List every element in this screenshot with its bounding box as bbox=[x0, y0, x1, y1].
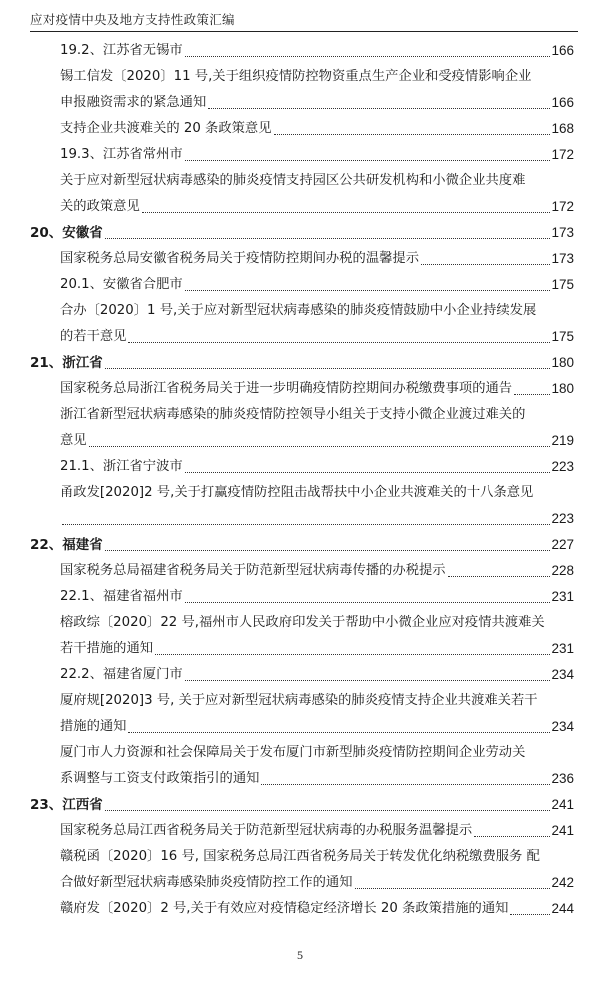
toc-page-number: 175 bbox=[551, 329, 574, 344]
dot-leader bbox=[185, 602, 551, 603]
toc-entry-title-line: 锡工信发〔2020〕11 号,关于组织疫情防控物资重点生产企业和受疫情影响企业 bbox=[60, 69, 532, 84]
toc-page-number: 234 bbox=[551, 667, 574, 682]
toc-entry-last-line bbox=[60, 246, 574, 272]
toc-entry[interactable] bbox=[60, 246, 574, 272]
toc-entry[interactable] bbox=[60, 558, 574, 584]
toc-entry[interactable] bbox=[60, 844, 574, 896]
toc-page-number: 219 bbox=[551, 433, 574, 448]
toc-entry-title-line: 20、安徽省 bbox=[30, 225, 103, 241]
toc-entry-title-line: 22.2、福建省厦门市 bbox=[60, 667, 183, 682]
toc-entry-title-line: 系调整与工资支付政策指引的通知 bbox=[60, 771, 260, 786]
toc-entry[interactable] bbox=[60, 480, 574, 532]
toc-entry-last-line bbox=[60, 428, 574, 454]
toc-entry[interactable] bbox=[60, 116, 574, 142]
dot-leader bbox=[185, 160, 551, 161]
dot-leader bbox=[474, 836, 550, 837]
toc-entry-last-line bbox=[30, 350, 574, 376]
toc-entry-title-line: 若干措施的通知 bbox=[60, 641, 154, 656]
toc-entry[interactable] bbox=[60, 272, 574, 298]
toc-page-number: 227 bbox=[551, 537, 574, 552]
toc-entry-last-line bbox=[60, 454, 574, 480]
dot-leader bbox=[62, 524, 550, 525]
dot-leader bbox=[510, 914, 550, 915]
dot-leader bbox=[421, 264, 550, 265]
toc-entry[interactable] bbox=[60, 298, 574, 350]
toc-entry-title-line: 浙江省新型冠状病毒感染的肺炎疫情防控领导小组关于支持小微企业渡过难关的 bbox=[60, 407, 526, 422]
dot-leader bbox=[208, 108, 550, 109]
toc-page-number: 234 bbox=[551, 719, 574, 734]
header-divider bbox=[30, 31, 578, 32]
toc-entry[interactable] bbox=[60, 454, 574, 480]
toc-page-number: 180 bbox=[551, 355, 574, 370]
toc-page-number: 166 bbox=[551, 95, 574, 110]
toc-entry-last-line bbox=[60, 896, 574, 922]
toc-entry-last-line bbox=[60, 38, 574, 64]
toc-entry-title-line: 支持企业共渡难关的 20 条政策意见 bbox=[60, 121, 272, 136]
toc-page-number: 173 bbox=[551, 225, 574, 240]
toc-page-number: 244 bbox=[551, 901, 574, 916]
toc-entry-last-line bbox=[30, 220, 574, 246]
dot-leader bbox=[128, 732, 550, 733]
toc-entry-last-line bbox=[60, 818, 574, 844]
toc-entry-last-line bbox=[60, 766, 574, 792]
toc-entry-title-line: 19.3、江苏省常州市 bbox=[60, 147, 183, 162]
toc-entry-last-line bbox=[60, 584, 574, 610]
toc-entry[interactable] bbox=[60, 610, 574, 662]
toc-entry-last-line bbox=[60, 714, 574, 740]
dot-leader bbox=[105, 810, 551, 811]
toc-entry-last-line bbox=[60, 558, 574, 584]
toc-entry-title-line: 赣府发〔2020〕2 号,关于有效应对疫情稳定经济增长 20 条政策措施的通知 bbox=[60, 901, 509, 916]
dot-leader bbox=[185, 680, 551, 681]
dot-leader bbox=[105, 368, 551, 369]
toc-page-number: 172 bbox=[551, 147, 574, 162]
toc-entry-title-line: 甬政发[2020]2 号,关于打赢疫情防控阻击战帮扶中小企业共渡难关的十八条意见 bbox=[60, 485, 534, 500]
toc-page-number: 223 bbox=[551, 459, 574, 474]
toc-page-number: 175 bbox=[551, 277, 574, 292]
toc-page-number: 241 bbox=[551, 797, 574, 812]
toc-entry[interactable] bbox=[60, 740, 574, 792]
toc-entry-title-line: 厦府规[2020]3 号, 关于应对新型冠状病毒感染的肺炎疫情支持企业共渡难关若干 bbox=[60, 693, 538, 708]
toc-entry-title-line: 23、江西省 bbox=[30, 797, 103, 813]
toc-page-number: 223 bbox=[551, 511, 574, 526]
toc-page-number: 166 bbox=[551, 43, 574, 58]
dot-leader bbox=[274, 134, 551, 135]
toc-entry-last-line bbox=[30, 532, 574, 558]
toc-page-number: 180 bbox=[551, 381, 574, 396]
dot-leader bbox=[128, 342, 550, 343]
toc-section-heading[interactable] bbox=[30, 350, 574, 376]
toc-entry-last-line bbox=[60, 870, 574, 896]
dot-leader bbox=[448, 576, 551, 577]
toc-page-number: 231 bbox=[551, 641, 574, 656]
dot-leader bbox=[89, 446, 551, 447]
toc-section-heading[interactable] bbox=[30, 532, 574, 558]
toc-entry[interactable] bbox=[60, 376, 574, 402]
dot-leader bbox=[105, 550, 551, 551]
dot-leader bbox=[185, 290, 551, 291]
dot-leader bbox=[514, 394, 550, 395]
toc-entry-title-line: 国家税务总局福建省税务局关于防范新型冠状病毒传播的办税提示 bbox=[60, 563, 446, 578]
toc-page-number: 228 bbox=[551, 563, 574, 578]
toc-entry-title-line: 榕政综〔2020〕22 号,福州市人民政府印发关于帮助中小微企业应对疫情共渡难关 bbox=[60, 615, 545, 630]
dot-leader bbox=[185, 56, 551, 57]
toc-entry[interactable] bbox=[60, 142, 574, 168]
toc-entry-title-line: 国家税务总局安徽省税务局关于疫情防控期间办税的温馨提示 bbox=[60, 251, 420, 266]
toc-entry-last-line bbox=[60, 506, 574, 532]
toc-entry-last-line bbox=[60, 376, 574, 402]
toc-entry[interactable] bbox=[60, 896, 574, 922]
toc-entry-last-line bbox=[60, 142, 574, 168]
toc-entry-title-line: 20.1、安徽省合肥市 bbox=[60, 277, 183, 292]
running-header: 应对疫情中央及地方支持性政策汇编 bbox=[30, 12, 235, 27]
toc-page-number: 236 bbox=[551, 771, 574, 786]
toc-entry-last-line bbox=[60, 272, 574, 298]
toc-entry-title-line: 21、浙江省 bbox=[30, 355, 103, 371]
toc-entry-last-line bbox=[60, 662, 574, 688]
toc-entry-title-line: 措施的通知 bbox=[60, 719, 127, 734]
toc-page-number: 241 bbox=[551, 823, 574, 838]
dot-leader bbox=[155, 654, 550, 655]
toc-entry-title-line: 关于应对新型冠状病毒感染的肺炎疫情支持园区公共研发机构和小微企业共度难 bbox=[60, 173, 526, 188]
toc-entry[interactable] bbox=[60, 168, 574, 220]
toc-entry-title-line: 关的政策意见 bbox=[60, 199, 140, 214]
toc-entry-title-line: 19.2、江苏省无锡市 bbox=[60, 43, 183, 58]
toc-entry-title-line: 赣税函〔2020〕16 号, 国家税务总局江西省税务局关于转发优化纳税缴费服务 配 bbox=[60, 849, 540, 864]
dot-leader bbox=[261, 784, 550, 785]
toc-page-number: 173 bbox=[551, 251, 574, 266]
toc-section-heading[interactable] bbox=[30, 792, 574, 818]
toc-entry-title-line: 21.1、浙江省宁波市 bbox=[60, 459, 183, 474]
toc-entry-title-line: 申报融资需求的紧急通知 bbox=[60, 95, 207, 110]
toc-entry[interactable] bbox=[60, 584, 574, 610]
toc-entry-last-line bbox=[60, 324, 574, 350]
toc-entry-last-line bbox=[60, 636, 574, 662]
toc-entry[interactable] bbox=[60, 64, 574, 116]
toc-entry-title-line: 国家税务总局江西省税务局关于防范新型冠状病毒的办税服务温馨提示 bbox=[60, 823, 473, 838]
toc-page-number: 231 bbox=[551, 589, 574, 604]
toc-entry[interactable] bbox=[60, 688, 574, 740]
dot-leader bbox=[142, 212, 551, 213]
dot-leader bbox=[185, 472, 551, 473]
toc-entry-title-line: 的若干意见 bbox=[60, 329, 127, 344]
toc-entry-title-line: 合办〔2020〕1 号,关于应对新型冠状病毒感染的肺炎疫情鼓励中小企业持续发展 bbox=[60, 303, 537, 318]
toc-entry[interactable] bbox=[60, 402, 574, 454]
toc-entry-last-line bbox=[30, 792, 574, 818]
toc-entry[interactable] bbox=[60, 662, 574, 688]
toc-entry-title-line: 厦门市人力资源和社会保障局关于发布厦门市新型肺炎疫情防控期间企业劳动关 bbox=[60, 745, 526, 760]
toc-entry[interactable] bbox=[60, 818, 574, 844]
toc-entry-title-line: 合做好新型冠状病毒感染肺炎疫情防控工作的通知 bbox=[60, 875, 353, 890]
toc-entry-title-line: 22.1、福建省福州市 bbox=[60, 589, 183, 604]
toc-page-number: 242 bbox=[551, 875, 574, 890]
toc-page-number: 172 bbox=[551, 199, 574, 214]
toc-page-number: 168 bbox=[551, 121, 574, 136]
toc-entry-last-line bbox=[60, 90, 574, 116]
toc-section-heading[interactable] bbox=[30, 220, 574, 246]
dot-leader bbox=[355, 888, 551, 889]
toc-entry-title-line: 22、福建省 bbox=[30, 537, 103, 553]
page-number: 5 bbox=[297, 948, 303, 962]
toc-entry-title-line: 意见 bbox=[60, 433, 87, 448]
toc-entry-last-line bbox=[60, 194, 574, 220]
dot-leader bbox=[105, 238, 551, 239]
toc-entry-last-line bbox=[60, 116, 574, 142]
toc-entry[interactable] bbox=[60, 38, 574, 64]
toc-entry-title-line: 国家税务总局浙江省税务局关于进一步明确疫情防控期间办税缴费事项的通告 bbox=[60, 381, 513, 396]
